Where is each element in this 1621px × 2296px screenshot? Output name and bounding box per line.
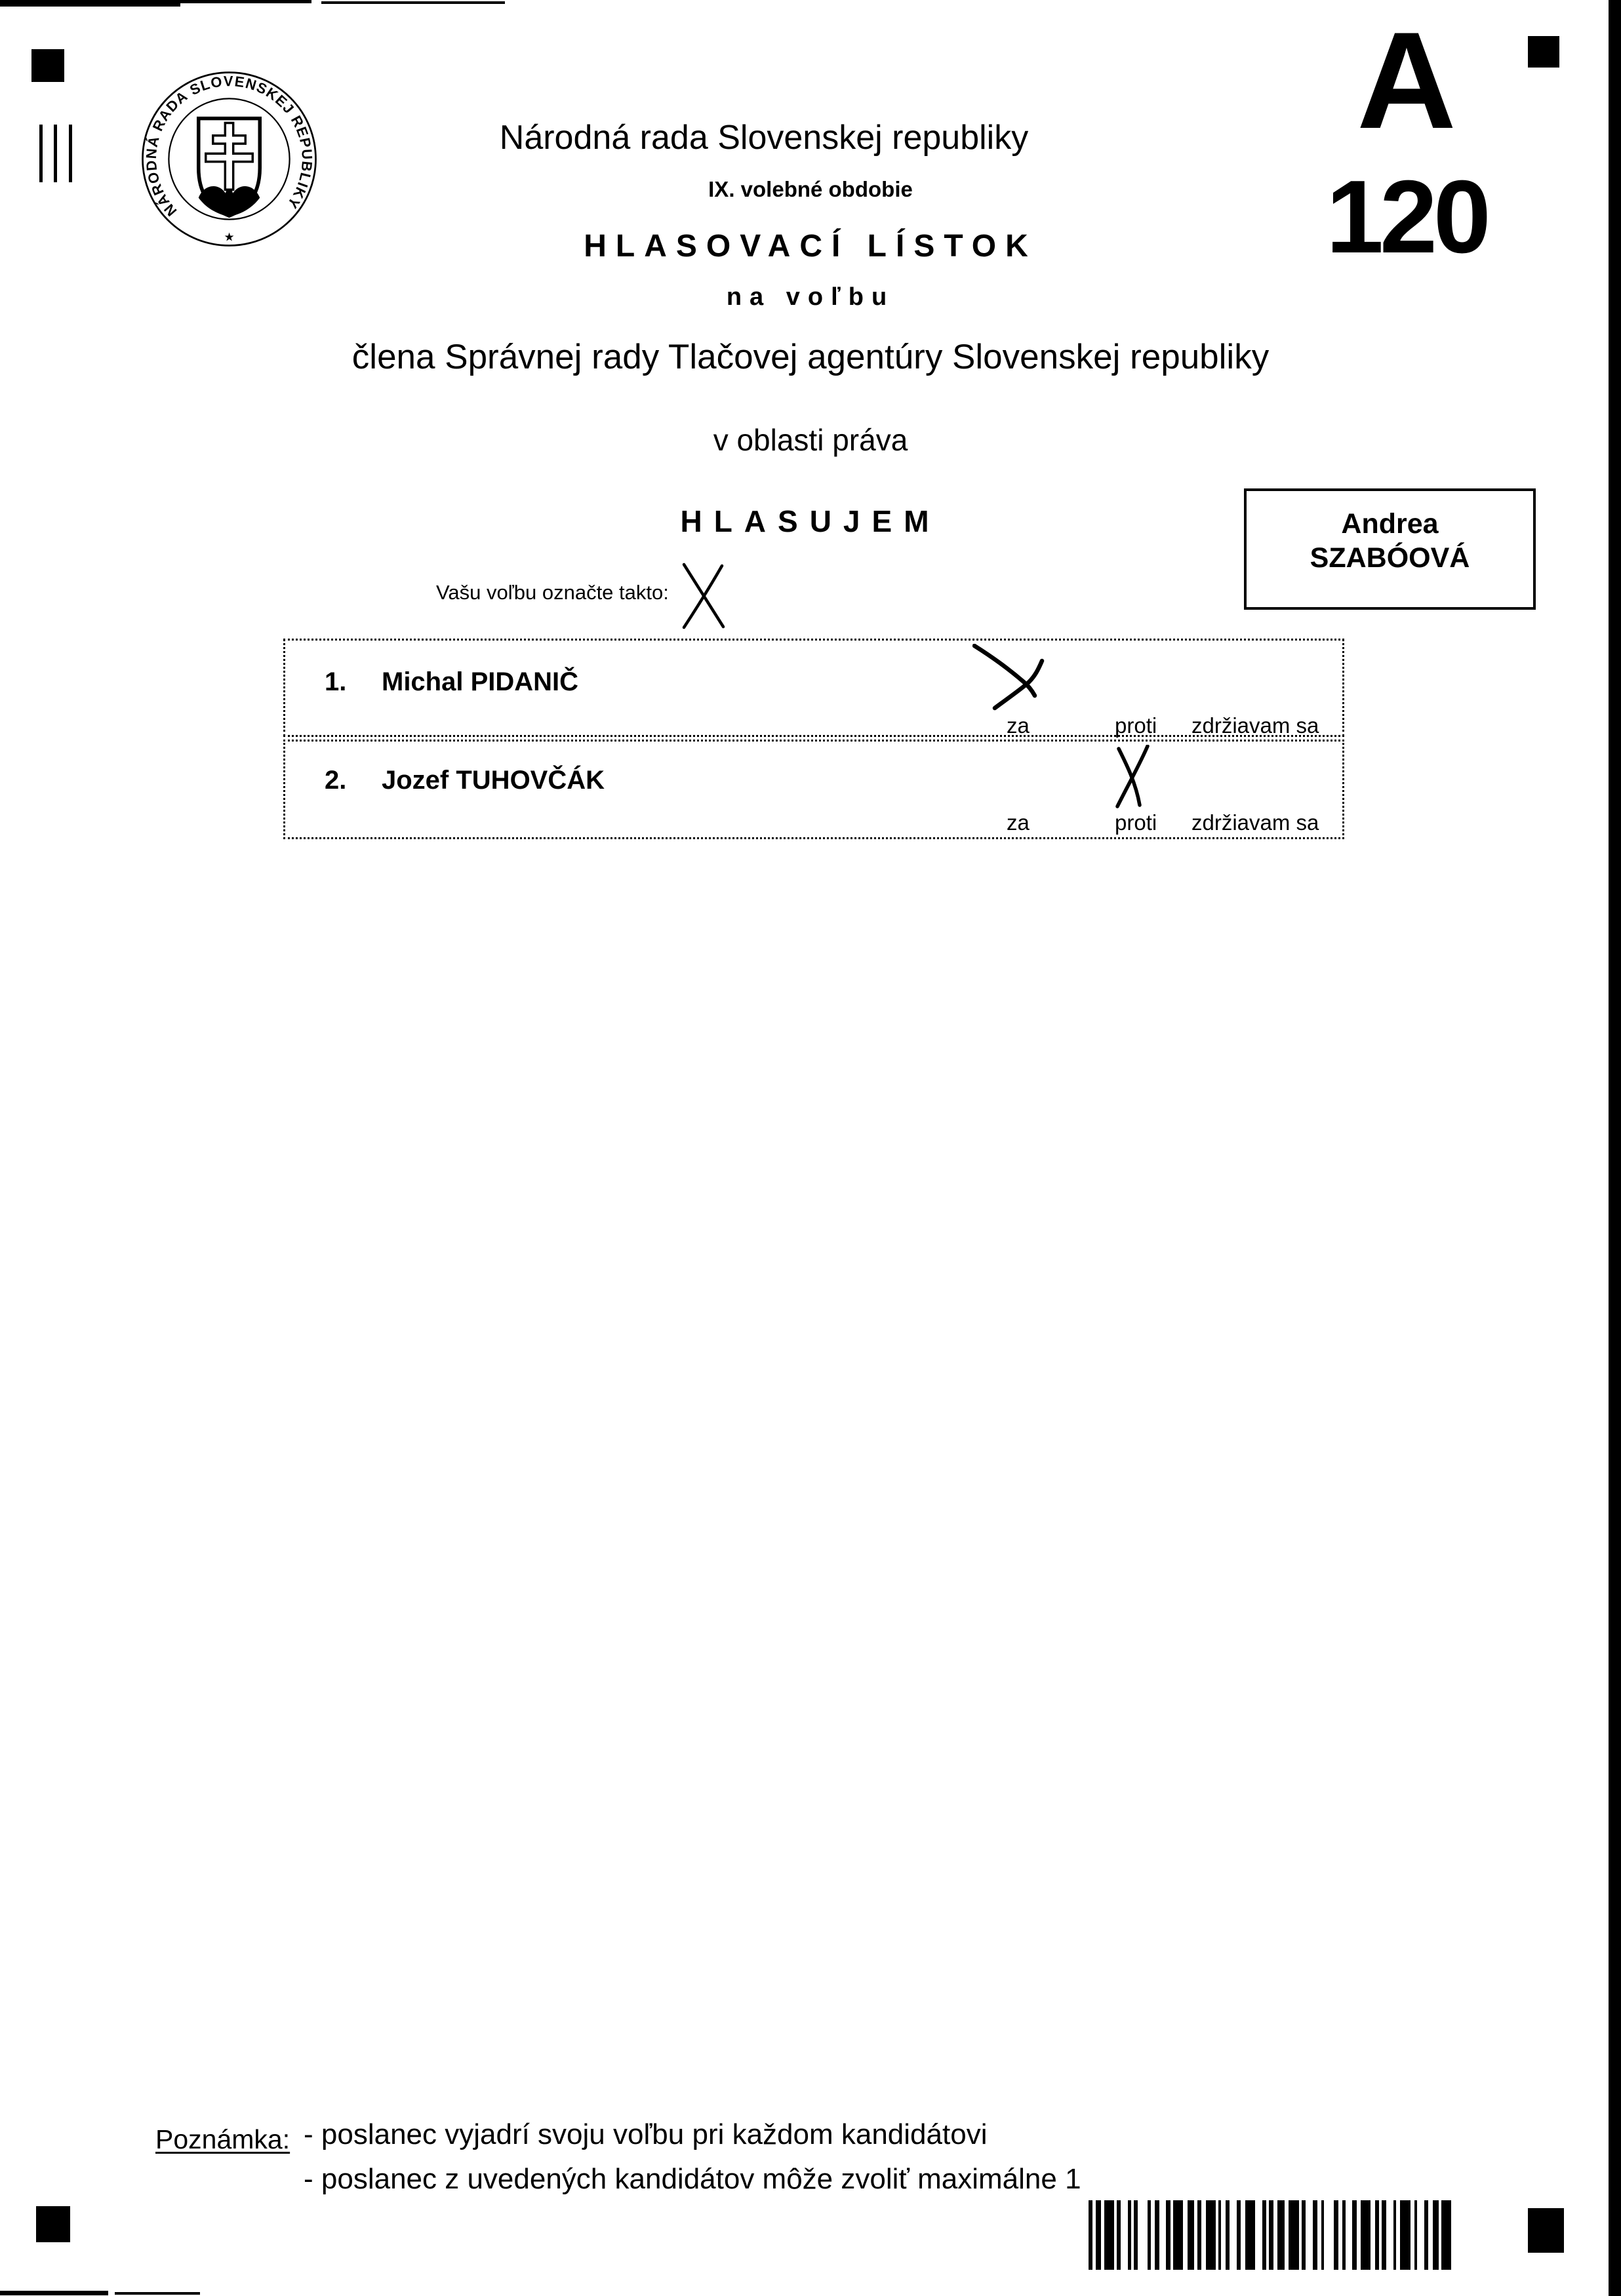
vote-option-zdrziavam-sa: zdržiavam sa — [1191, 713, 1319, 738]
barcode-space — [1306, 2200, 1313, 2270]
barcode-space — [1346, 2200, 1353, 2270]
ballot-letter: A — [1357, 3, 1456, 157]
vote-option-zdrziavam-sa: zdržiavam sa — [1191, 810, 1319, 835]
vote-option-za: za — [1007, 810, 1030, 835]
bottom-edge-line — [115, 2292, 200, 2295]
vote-mark-candidate-1 — [972, 644, 1048, 713]
barcode-space — [1255, 2200, 1262, 2270]
note-label: Poznámka: — [155, 2124, 290, 2154]
barcode-bar — [1400, 2200, 1410, 2270]
nrsr-seal — [139, 69, 319, 249]
note-line: - poslanec z uvedených kandidátov môže zvoliť maximálne 1 — [304, 2163, 1081, 2195]
mark-instruction: Vašu voľbu označte takto: — [436, 581, 669, 604]
election-area: v oblasti práva — [713, 423, 908, 457]
barcode-space — [1386, 2200, 1393, 2270]
sample-x-mark — [681, 561, 727, 631]
candidate-number: 2. — [325, 766, 347, 795]
registration-mark-top-right — [1528, 36, 1559, 68]
election-target: člena Správnej rady Tlačovej agentúry Slovenskej republiky — [351, 338, 1270, 376]
registration-mark-bottom-left — [36, 2206, 70, 2242]
vote-heading: HLASUJEM — [680, 504, 941, 538]
barcode-bar — [1441, 2200, 1451, 2270]
barcode-bar — [1096, 2200, 1102, 2270]
scan-artifact-top-line — [0, 0, 180, 7]
ballot-title: HLASOVACÍ LÍSTOK — [584, 229, 1037, 264]
barcode-bar — [1188, 2200, 1195, 2270]
candidate-name: Michal PIDANIČ — [382, 667, 579, 696]
bottom-edge-line — [0, 2291, 108, 2295]
voter-first-name: Andrea — [1341, 508, 1439, 540]
voter-name-box — [1244, 488, 1536, 610]
voter-last-name: SZABÓOVÁ — [1310, 542, 1470, 574]
header-term: IX. volebné obdobie — [708, 177, 913, 201]
header-org: Národná rada Slovenskej republiky — [499, 119, 1029, 157]
barcode-space — [1230, 2200, 1237, 2270]
barcode-bar — [1206, 2200, 1216, 2270]
barcode — [1089, 2200, 1456, 2270]
vote-mark-candidate-2 — [1113, 745, 1153, 809]
barcode-space — [1159, 2200, 1167, 2270]
seal-star: ★ — [224, 230, 235, 244]
candidates-list — [283, 639, 1344, 839]
vote-option-proti: proti — [1115, 810, 1157, 835]
ballot-number: 120 — [1326, 159, 1487, 275]
barcode-space — [1417, 2200, 1424, 2270]
note-line: - poslanec vyjadrí svoju voľbu pri každom kandidátovi — [304, 2118, 988, 2150]
barcode-bar — [1104, 2200, 1114, 2270]
candidate-name: Jozef TUHOVČÁK — [382, 766, 605, 795]
vote-option-proti: proti — [1115, 713, 1157, 738]
barcode-space — [1451, 2200, 1455, 2270]
scan-artifact-top-line — [321, 1, 505, 4]
registration-mark-top-left — [31, 49, 64, 82]
seal-text: NÁRODNÁ RADA SLOVENSKEJ REPUBLIKY — [142, 73, 316, 220]
barcode-space — [1121, 2200, 1128, 2270]
barcode-bar — [1433, 2200, 1439, 2270]
barcode-bar — [1289, 2200, 1298, 2270]
barcode-bar — [1361, 2200, 1371, 2270]
barcode-space — [1324, 2200, 1334, 2270]
candidate-number: 1. — [325, 667, 347, 696]
barcode-space — [1138, 2200, 1148, 2270]
barcode-bar — [1173, 2200, 1183, 2270]
vote-option-za: za — [1007, 713, 1030, 738]
barcode-bar — [1277, 2200, 1285, 2270]
scan-artifact-top-line — [180, 0, 311, 3]
ballot-subtitle: na voľbu — [726, 283, 895, 311]
registration-mark-bottom-right — [1528, 2208, 1564, 2253]
barcode-bar — [1245, 2200, 1255, 2270]
